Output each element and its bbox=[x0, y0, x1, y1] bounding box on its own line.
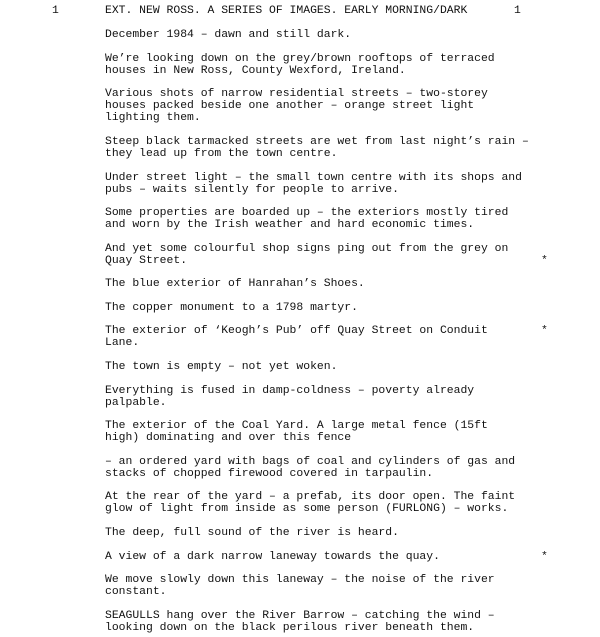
action-paragraph: Everything is fused in damp-coldness – poverty already palpable. bbox=[105, 385, 475, 409]
action-paragraph: The deep, full sound of the river is heard. bbox=[105, 527, 399, 539]
revision-mark: * bbox=[541, 325, 548, 337]
action-paragraph: December 1984 – dawn and still dark. bbox=[105, 29, 352, 41]
revision-mark: * bbox=[541, 551, 548, 563]
scene-number-right: 1 bbox=[514, 5, 521, 17]
revision-mark: * bbox=[541, 255, 548, 267]
scene-heading: EXT. NEW ROSS. A SERIES OF IMAGES. EARLY MORNING/DARK bbox=[105, 5, 468, 17]
action-paragraph: We’re looking down on the grey/brown rooftops of terraced houses in New Ross, County Wexford, Ireland. bbox=[105, 53, 495, 77]
action-paragraph: The exterior of the Coal Yard. A large metal fence (15ft high) dominating and over this fence bbox=[105, 420, 488, 444]
action-paragraph: The exterior of ‘Keogh’s Pub’ off Quay Street on Conduit Lane. bbox=[105, 325, 488, 349]
action-paragraph: The blue exterior of Hanrahan’s Shoes. bbox=[105, 278, 365, 290]
action-paragraph: We move slowly down this laneway – the noise of the river constant. bbox=[105, 574, 495, 598]
action-paragraph: The town is empty – not yet woken. bbox=[105, 361, 338, 373]
action-paragraph: A view of a dark narrow laneway towards the quay. bbox=[105, 551, 440, 563]
action-paragraph: Under street light – the small town centre with its shops and pubs – waits silently for people to arrive. bbox=[105, 172, 522, 196]
action-paragraph: – an ordered yard with bags of coal and cylinders of gas and stacks of chopped firewood covered in tarpaulin. bbox=[105, 456, 516, 480]
action-paragraph: The copper monument to a 1798 martyr. bbox=[105, 302, 358, 314]
action-paragraph: And yet some colourful shop signs ping out from the grey on Quay Street. bbox=[105, 243, 509, 267]
action-paragraph: SEAGULLS hang over the River Barrow – catching the wind – looking down on the black perilous river beneath them. bbox=[105, 610, 495, 634]
action-paragraph: At the rear of the yard – a prefab, its door open. The faint glow of light from inside as some person (FURLONG) – works. bbox=[105, 491, 516, 515]
scene-number-left: 1 bbox=[52, 5, 59, 17]
action-paragraph: Various shots of narrow residential streets – two-storey houses packed beside one another – orange street light lighting them. bbox=[105, 88, 488, 124]
action-paragraph: Some properties are boarded up – the exteriors mostly tired and worn by the Irish weather and hard economic times. bbox=[105, 207, 509, 231]
action-paragraph: Steep black tarmacked streets are wet from last night’s rain – they lead up from the town centre. bbox=[105, 136, 529, 160]
